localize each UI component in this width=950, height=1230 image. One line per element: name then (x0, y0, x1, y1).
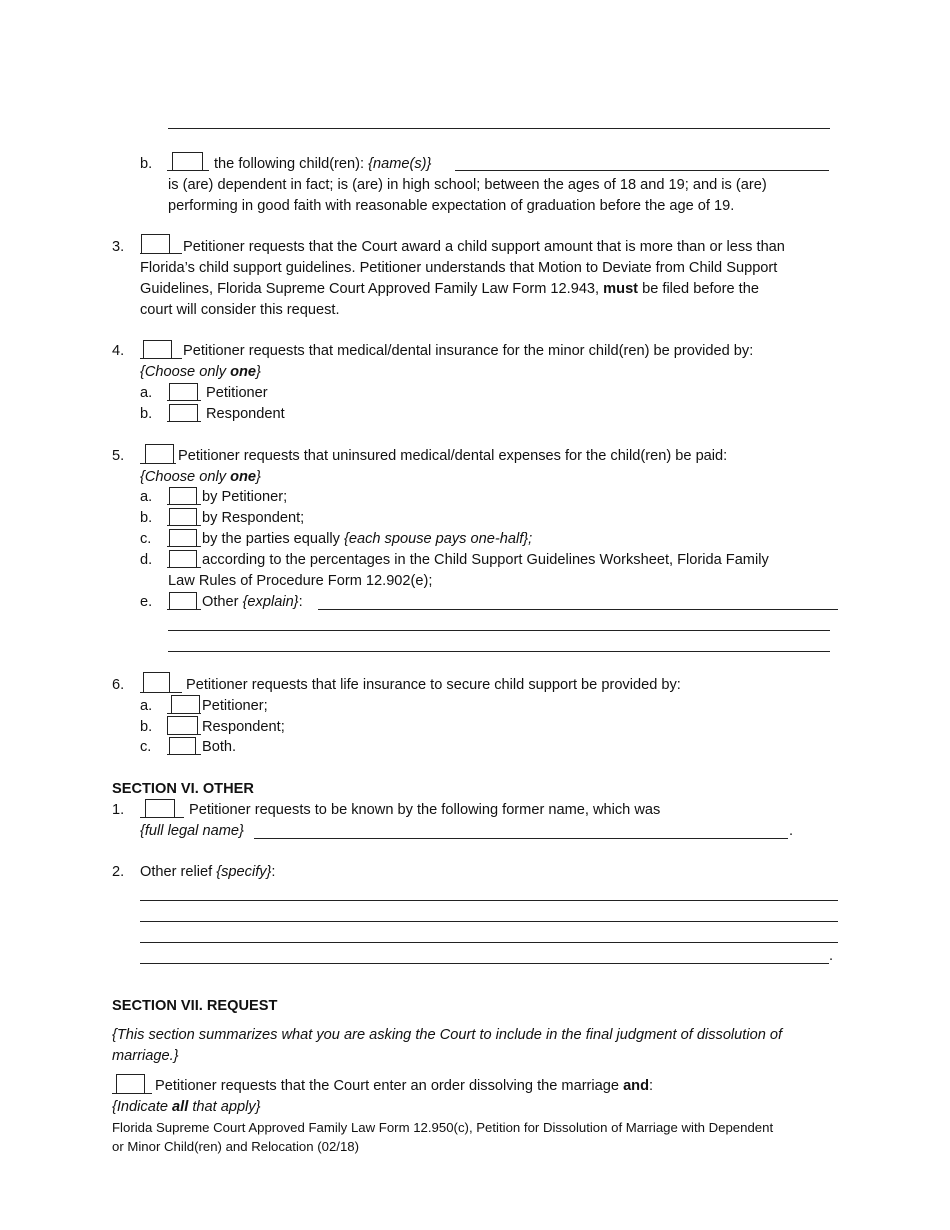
section-7-request-and: and (623, 1078, 650, 1094)
other-explain-field-1[interactable] (318, 609, 838, 610)
item-5-choose (140, 467, 261, 488)
item-2b-letter: b. (140, 156, 153, 172)
section-7-request-text: Petitioner requests that the Court enter an order dissolving the marriage (155, 1078, 624, 1094)
section-7-request (155, 1076, 653, 1097)
item-5-choose-one: one (230, 469, 257, 485)
item-6-option-b-checkbox[interactable] (167, 716, 198, 735)
section-7-request-colon: : (649, 1078, 654, 1094)
other-relief-field-2[interactable] (140, 921, 838, 922)
item-6-option-a-letter: a. (140, 698, 153, 714)
item-5-option-e-text: Other (202, 594, 243, 610)
other-relief-field-4[interactable] (140, 963, 829, 964)
section-6-item-1-number: 1. (112, 802, 125, 818)
former-name-checkbox[interactable] (145, 799, 175, 818)
item-2b-text-italic: {name(s)} (368, 156, 432, 172)
item-6-option-c-label: Both. (202, 739, 237, 755)
item-5-option-c-checkbox[interactable] (169, 529, 197, 547)
item-5-option-e-checkbox[interactable] (169, 592, 197, 610)
footer-line2: or Minor Child(ren) and Relocation (02/18) (112, 1139, 360, 1154)
item-4-choose-a: {Choose only (140, 364, 231, 380)
section-6-heading: SECTION VI. OTHER (112, 781, 254, 797)
other-explain-field-2[interactable] (168, 630, 830, 631)
item-3-must: must (603, 281, 639, 297)
item-5-option-a-checkbox[interactable] (169, 487, 197, 505)
item-3-line3 (140, 279, 759, 300)
item-5-option-e-label (202, 592, 303, 613)
item-4-option-b-checkbox[interactable] (169, 404, 198, 422)
item-5-option-b-label: by Respondent; (202, 510, 305, 526)
item-6-option-b-letter: b. (140, 719, 153, 735)
item-5-option-a-label: by Petitioner; (202, 489, 288, 505)
child-names-field[interactable] (455, 170, 829, 171)
item-6-line1: Petitioner requests that life insurance to secure child support be provided by: (186, 677, 681, 693)
continuation-line[interactable] (168, 128, 830, 129)
item-4-checkbox[interactable] (143, 340, 172, 359)
indicate-c: that apply} (188, 1099, 261, 1115)
section-6-item-1-line1: Petitioner requests to be known by the following former name, which was (189, 802, 661, 818)
item-3-line3-end: be filed before the (638, 281, 759, 297)
section-7-indicate (112, 1097, 261, 1118)
other-relief-colon: : (271, 864, 276, 880)
other-explain-field-3[interactable] (168, 651, 830, 652)
item-5-option-e-italic: {explain} (242, 594, 299, 610)
section-6-item-2-number: 2. (112, 864, 125, 880)
item-4-choose (140, 362, 261, 383)
item-6-option-a-label: Petitioner; (202, 698, 268, 714)
item-5-option-c-text: by the parties equally (202, 531, 344, 547)
item-2b-text-plain: the following child(ren): (214, 156, 369, 172)
item-2b-line3: performing in good faith with reasonable expectation of graduation before the age of 19. (168, 198, 735, 214)
footer-line1: Florida Supreme Court Approved Family Law Form 12.950(c), Petition for Dissolution of Marriage with Dependent (112, 1120, 774, 1135)
item-6-option-a-checkbox[interactable] (171, 695, 200, 714)
indicate-a: {Indicate (112, 1099, 173, 1115)
item-4-option-a-letter: a. (140, 385, 153, 401)
item-2b-checkbox[interactable] (172, 152, 203, 171)
item-5-line1: Petitioner requests that uninsured medical/dental expenses for the child(ren) be paid: (178, 448, 728, 464)
item-5-choose-c: } (256, 469, 261, 485)
item-5-option-c-italic: {each spouse pays one-half}; (343, 531, 533, 547)
item-4-option-b-letter: b. (140, 406, 153, 422)
item-4-option-a-label: Petitioner (206, 385, 268, 401)
item-3-line2: Florida’s child support guidelines. Petitioner understands that Motion to Deviate from Child Support (140, 260, 778, 276)
section-6-item-1-italic: {full legal name} (140, 823, 244, 839)
other-relief-field-3[interactable] (140, 942, 838, 943)
item-5-option-e-colon: : (298, 594, 303, 610)
item-5-option-c-letter: c. (140, 531, 152, 547)
item-5-option-a-letter: a. (140, 489, 153, 505)
item-6-number: 6. (112, 677, 125, 693)
other-relief-field-1[interactable] (140, 900, 838, 901)
section-6-item-2-label (140, 862, 275, 883)
item-5-number: 5. (112, 448, 125, 464)
other-relief-period: . (829, 948, 834, 964)
item-4-choose-c: } (256, 364, 261, 380)
item-5-checkbox[interactable] (145, 444, 174, 464)
item-4-number: 4. (112, 343, 125, 359)
dissolve-marriage-checkbox[interactable] (116, 1074, 145, 1094)
other-relief-text: Other relief (140, 864, 217, 880)
item-6-option-c-checkbox[interactable] (169, 737, 196, 755)
item-5-option-b-letter: b. (140, 510, 153, 526)
item-6-option-c-letter: c. (140, 739, 152, 755)
section-7-intro-line2: marriage.} (112, 1048, 179, 1064)
item-5-option-d-label: according to the percentages in the Child Support Guidelines Worksheet, Florida Family (202, 552, 769, 568)
item-3-line4: court will consider this request. (140, 302, 340, 318)
item-5-option-e-letter: e. (140, 594, 153, 610)
item-3-checkbox[interactable] (141, 234, 170, 254)
item-4-option-b-label: Respondent (206, 406, 285, 422)
section-7-heading: SECTION VII. REQUEST (112, 998, 278, 1014)
item-5-choose-a: {Choose only (140, 469, 231, 485)
item-3-number: 3. (112, 239, 125, 255)
item-2b-text (214, 154, 431, 175)
item-5-option-c-label (202, 529, 532, 550)
item-3-line1: Petitioner requests that the Court award a child support amount that is more than or less than (183, 239, 785, 255)
item-3-line3-text: Guidelines, Florida Supreme Court Approved Family Law Form 12.943, (140, 281, 604, 297)
indicate-all: all (172, 1099, 189, 1115)
item-4-choose-one: one (230, 364, 257, 380)
section-6-item-1-period: . (789, 823, 794, 839)
item-5-option-d-letter: d. (140, 552, 153, 568)
item-2b-line2: is (are) dependent in fact; is (are) in high school; between the ages of 18 and 19; and is (are) (168, 177, 767, 193)
former-name-field[interactable] (254, 838, 788, 839)
item-5-option-b-checkbox[interactable] (169, 508, 197, 526)
item-6-option-b-label: Respondent; (202, 719, 285, 735)
section-7-intro-line1: {This section summarizes what you are asking the Court to include in the final judgment of dissolution of (112, 1027, 783, 1043)
item-5-option-d-checkbox[interactable] (169, 550, 197, 568)
item-6-checkbox[interactable] (143, 672, 170, 693)
other-relief-italic: {specify} (216, 864, 272, 880)
item-4-line1: Petitioner requests that medical/dental insurance for the minor child(ren) be provided by: (183, 343, 754, 359)
item-4-option-a-checkbox[interactable] (169, 383, 198, 401)
item-5-option-d-label2: Law Rules of Procedure Form 12.902(e); (168, 573, 433, 589)
